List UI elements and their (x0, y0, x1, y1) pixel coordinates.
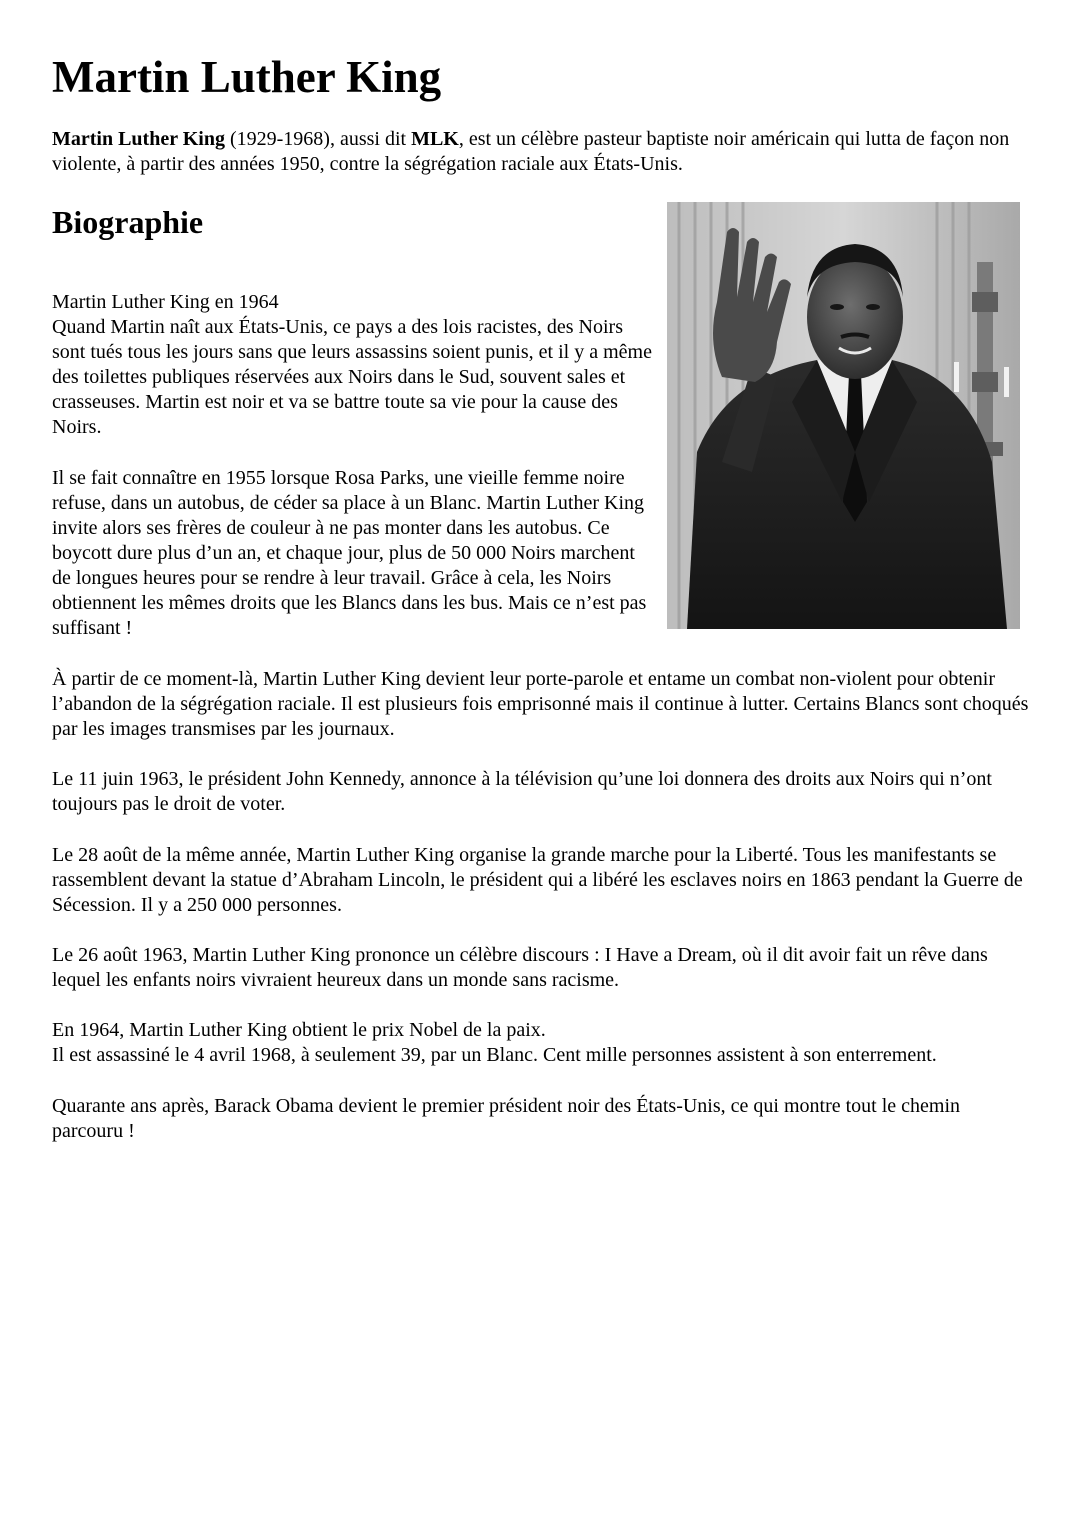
biography-first-block (52, 290, 652, 440)
intro-abbreviation: MLK (411, 128, 459, 150)
portrait-photo (667, 202, 1020, 629)
section-heading-biographie: Biographie (52, 204, 204, 240)
portrait-illustration (667, 202, 1020, 629)
page-title: Martin Luther King (52, 52, 442, 102)
intro-paragraph (52, 127, 1027, 177)
intro-name: Martin Luther King (52, 128, 225, 150)
paragraph-nobel-and-death (52, 1018, 1030, 1068)
photo-caption: Martin Luther King en 1964 (52, 291, 279, 313)
paragraph-kennedy: Le 11 juin 1963, le président John Kennedy, annonce à la télévision qu’une loi donnera des droits aux Noirs qui n’ont toujours pas le droit de voter. (52, 768, 992, 815)
paragraph-dream-speech: Le 26 août 1963, Martin Luther King prononce un célèbre discours : I Have a Dream, où il dit avoir fait un rêve dans lequel les enfants noirs vivraient heureux dans un monde sans racisme. (52, 944, 988, 991)
paragraph-childhood: Quand Martin naît aux États-Unis, ce pays a des lois racistes, des Noirs sont tués tous les jours sans que leurs assassins soient punis, et il y a même des toilettes publiques réservées aux Noirs dans le Sud, souvent sales et crasseuses. Martin est noir et va se battre toute sa vie pour la cause des Noirs. (52, 316, 652, 438)
paragraph-obama: Quarante ans après, Barack Obama devient le premier président noir des États-Unis, ce qui montre tout le chemin parcouru ! (52, 1095, 961, 1142)
intro-text: , est un célèbre pasteur baptiste noir américain qui lutta de façon non violente, à partir des années 1950, contre la ségrégation raciale aux États-Unis. (52, 128, 1010, 175)
nobel-sentence: En 1964, Martin Luther King obtient le prix Nobel de la paix. (52, 1019, 546, 1041)
paragraph-spokesman: À partir de ce moment-là, Martin Luther King devient leur porte-parole et entame un combat non-violent pour obtenir l’abandon de la ségrégation raciale. Il est plusieurs fois emprisonné mais il continue à lutter. Certains Blancs sont choqués par les images transmises par les journaux. (52, 668, 1029, 740)
paragraph-march: Le 28 août de la même année, Martin Luther King organise la grande marche pour la Liberté. Tous les manifestants se rassemblent devant la statue d’Abraham Lincoln, le président qui a libéré les esclaves noirs en 1863 pendant la Guerre de Sécession. Il y a 250 000 personnes. (52, 844, 1023, 916)
intro-dates: (1929-1968), aussi dit (224, 128, 412, 150)
assassination-sentence: Il est assassiné le 4 avril 1968, à seulement 39, par un Blanc. Cent mille personnes assistent à son enterrement. (52, 1044, 937, 1066)
paragraph-rosa-parks: Il se fait connaître en 1955 lorsque Rosa Parks, une vieille femme noire refuse, dans un autobus, de céder sa place à un Blanc. Martin Luther King invite alors ses frères de couleur à ne pas monter dans les autobus. Ce boycott dure plus d’un an, et chaque jour, plus de 50 000 Noirs marchent de longues heures pour se rendre à leur travail. Grâce à cela, les Noirs obtiennent les mêmes droits que les Blancs dans les bus. Mais ce n’est pas suffisant ! (52, 467, 647, 639)
